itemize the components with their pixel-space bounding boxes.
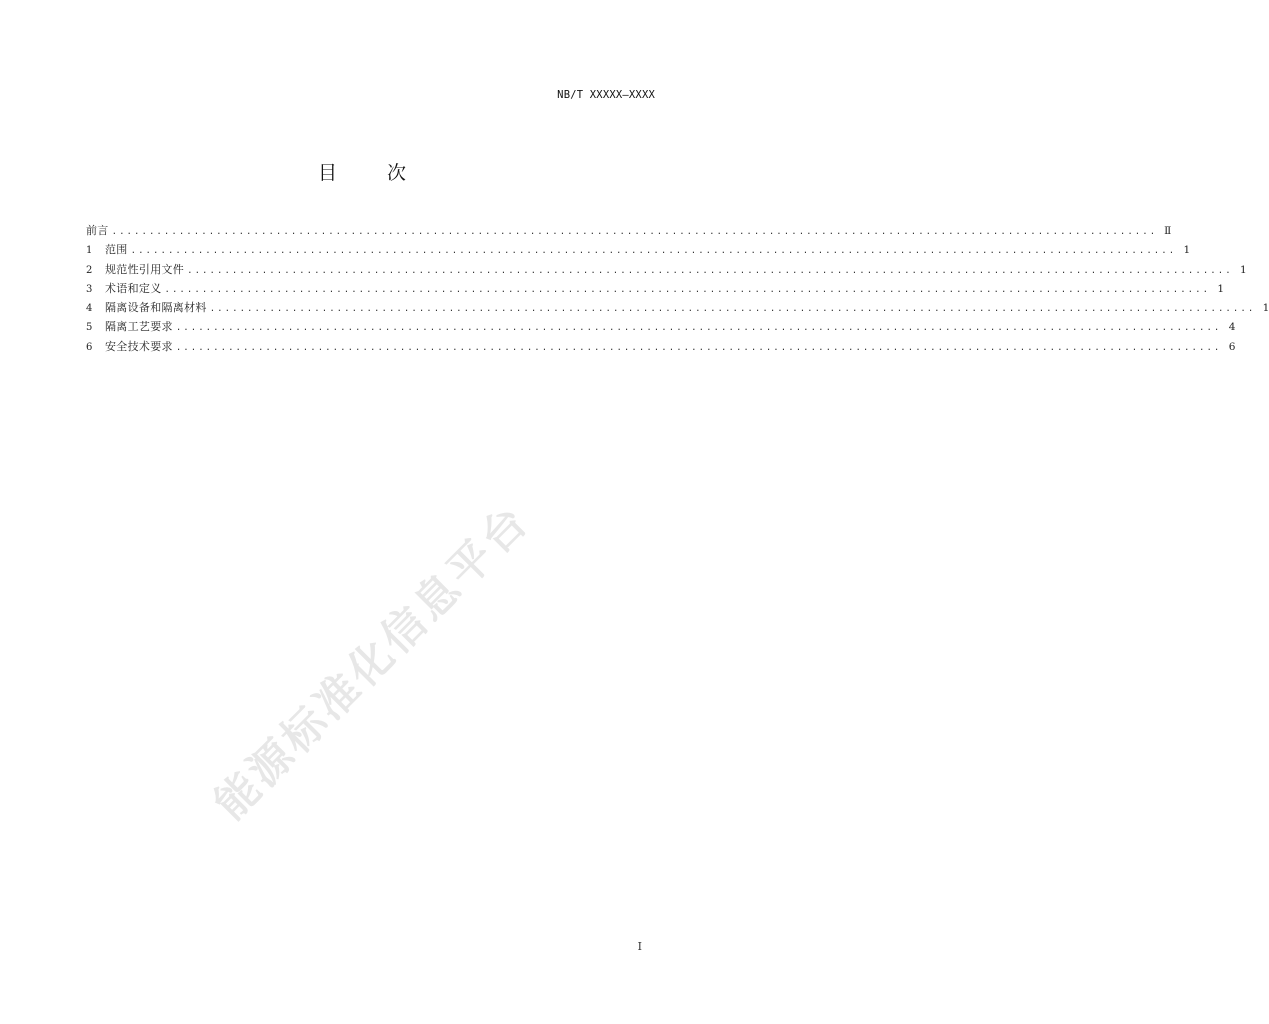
toc-entry-label: 安全技术要求 (105, 339, 173, 353)
toc-entry-foreword[interactable] (86, 221, 1172, 240)
page-number: I (637, 940, 642, 953)
toc-entry-label: 隔离工艺要求 (105, 320, 173, 334)
dot-leader: ............................................................................................................................................ (175, 342, 1222, 353)
toc-entry-label: 范围 (105, 243, 128, 257)
toc-entry-number: 2 (86, 264, 93, 276)
toc-title: 目 次 (317, 162, 429, 184)
toc-entry-isolation-equipment[interactable] (86, 298, 1269, 317)
toc-entry-normative-references[interactable] (86, 260, 1247, 279)
dot-leader: ............................................................................................................................................ (175, 323, 1222, 334)
watermark: 能源标准化信息平台 (205, 495, 540, 830)
dot-leader: ............................................................................................................................................ (164, 284, 1211, 295)
toc-entry-number: 6 (86, 341, 93, 353)
toc-entry-page: 1 (1217, 282, 1225, 295)
toc-entry-page: 4 (1228, 321, 1236, 334)
toc-entry-page: Ⅱ (1164, 225, 1172, 237)
table-of-contents (86, 221, 1269, 356)
toc-entry-label: 术语和定义 (105, 281, 162, 295)
toc-entry-label: 规范性引用文件 (105, 262, 185, 276)
dot-leader: ............................................................................................................................................ (187, 265, 1233, 276)
toc-entry-scope[interactable] (86, 240, 1191, 259)
document-code: NB/T XXXXX—XXXX (557, 89, 655, 101)
dot-leader: ............................................................................................................................................ (130, 246, 1177, 257)
toc-entry-page: 1 (1183, 244, 1191, 257)
toc-entry-label: 前言 (86, 224, 109, 237)
dot-leader: ............................................................................................................................................ (111, 227, 1158, 237)
toc-entry-number: 3 (86, 283, 93, 295)
toc-entry-safety-requirements[interactable] (86, 337, 1236, 356)
toc-entry-isolation-process[interactable] (86, 317, 1236, 336)
toc-entry-number: 1 (86, 245, 93, 257)
toc-entry-number: 4 (86, 303, 93, 315)
toc-entry-number: 5 (86, 322, 93, 334)
toc-entry-page: 1 (1262, 302, 1269, 315)
dot-leader: ............................................................................................................................................ (209, 304, 1256, 315)
toc-entry-label: 隔离设备和隔离材料 (105, 301, 207, 315)
toc-entry-terms-definitions[interactable] (86, 279, 1225, 298)
toc-entry-page: 6 (1228, 340, 1236, 353)
toc-entry-page: 1 (1240, 263, 1247, 276)
